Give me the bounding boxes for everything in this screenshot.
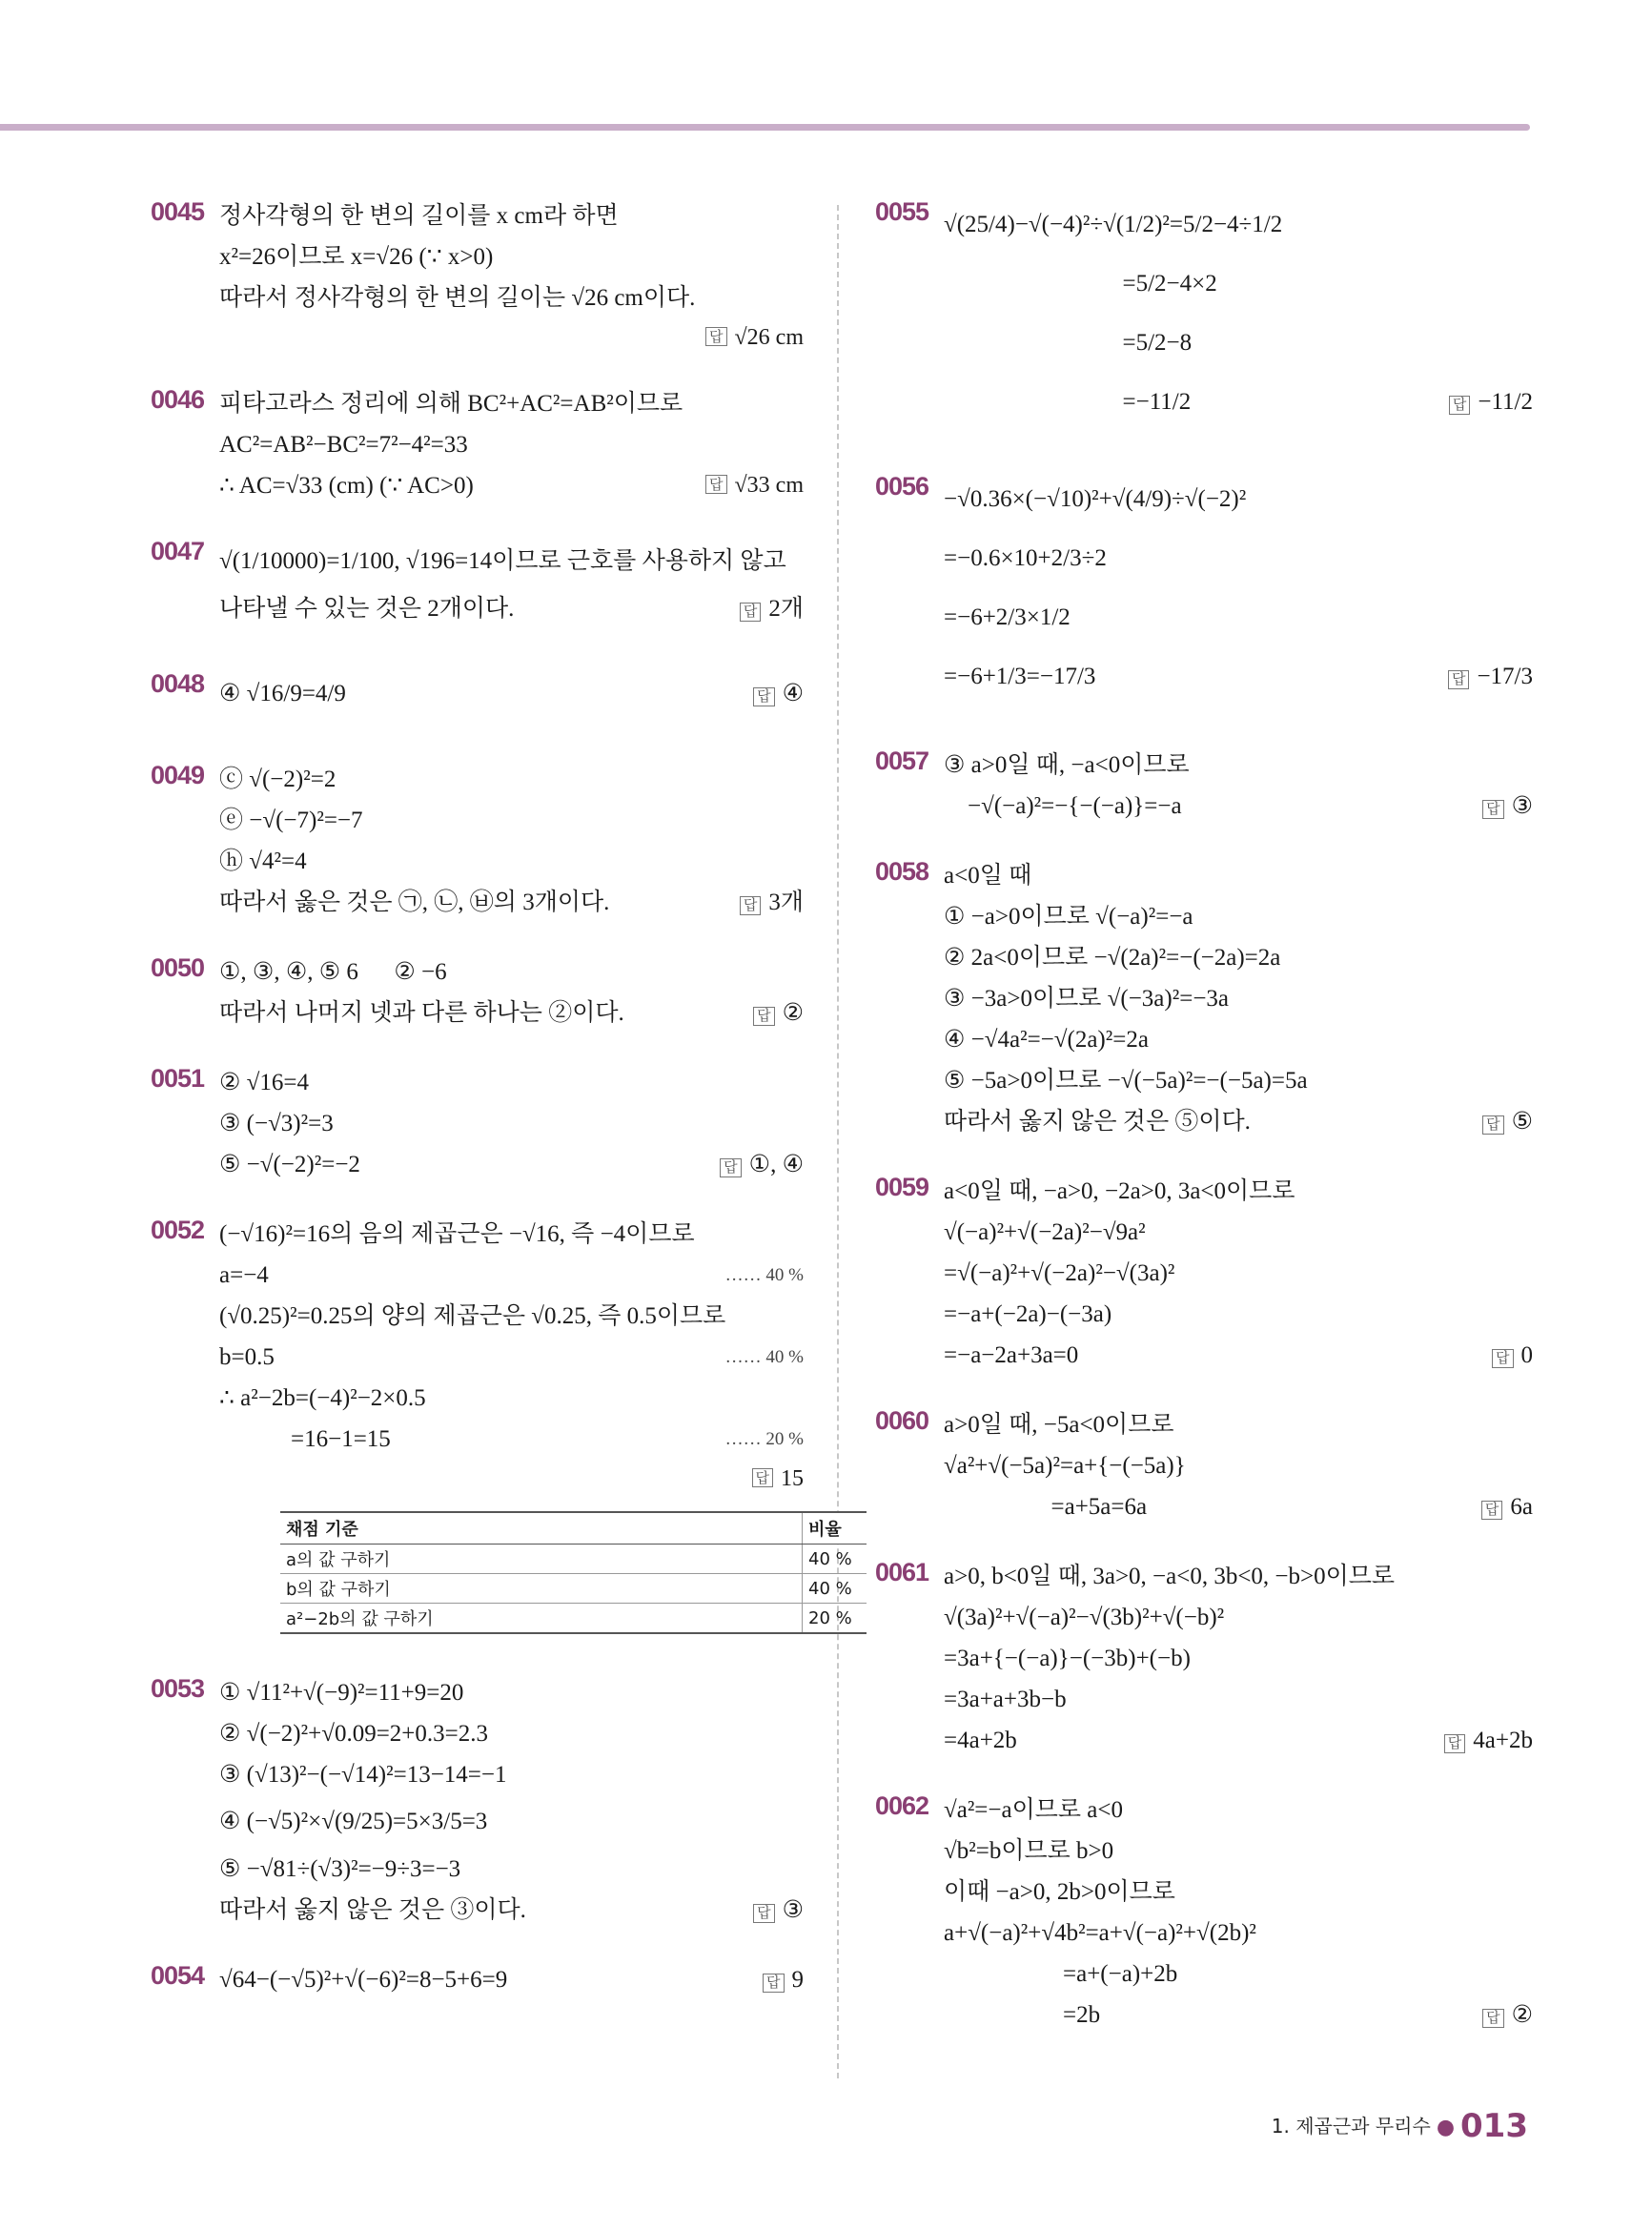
solution-line: ④ −√4a²=−√(2a)²=2a [944,1027,1149,1053]
answer: 답 4a+2b [1444,1720,1533,1761]
problem-0059 [875,1171,1533,1376]
answer: 답 ② [753,992,804,1033]
solution-line: ∴ a²−2b=(−4)²−2×0.5 [219,1385,426,1411]
solution-line: √(25/4)−√(−4)²÷√(1/2)²=5/2−4÷1/2 [944,212,1283,237]
solution-line: ③ a>0일 때, −a<0이므로 [944,752,1190,778]
problem-0060 [875,1404,1533,1527]
solution-line: =a+(−a)+2b [944,1961,1178,1987]
answer: 답 ④ [753,667,804,721]
problem-0047 [151,535,804,629]
answer: 답 −11/2 [1449,373,1533,432]
solution-line: ② √(−2)²+√0.09=2+0.3=2.3 [219,1721,488,1747]
answer: 답 15 [219,1460,804,1498]
solution-line: ④ (−√5)²×√(9/25)=5×3/5=3 [219,1809,488,1834]
solution-line: √a²+√(−5a)²=a+{−(−5a)} [944,1453,1186,1479]
solution-line: b=0.5 …… 40 % [219,1337,804,1378]
solution-line: √(1/10000)=1/100, √196=14이므로 근호를 사용하지 않고 [219,548,786,574]
left-column [151,195,852,2000]
answer: 답 6a [1481,1486,1533,1527]
solution-line: =−11/2 답 −11/2 [944,373,1533,432]
answer: 답 ③ [753,1890,804,1931]
solution-line: ⓔ −√(−7)²=−7 [219,808,363,833]
answer: 답 ③ [1482,786,1533,827]
solution-line: 피타고라스 정리에 의해 BC²+AC²=AB²이므로 [219,391,683,417]
solution-line: =√(−a)²+√(−2a)²−√(3a)² [944,1260,1175,1286]
problem-number: 0046 [151,385,205,414]
solution-line: =3a+a+3b−b [944,1687,1067,1712]
problem-0058 [875,855,1533,1142]
problem-0061 [875,1556,1533,1761]
problem-number: 0053 [151,1674,205,1703]
problem-0050 [151,951,804,1033]
answer: 답 ⑤ [1482,1101,1533,1142]
problem-0046 [151,383,804,506]
solution-line: (−√16)²=16의 음의 제곱근은 −√16, 즉 −4이므로 [219,1221,695,1247]
answer: 답 −17/3 [1448,647,1533,706]
problem-number: 0056 [875,472,929,501]
answer: 답 3개 [740,882,804,923]
table-row: a²−2b의 값 구하기 20 % [280,1604,867,1634]
solution-line: a=−4 …… 40 % [219,1255,804,1296]
problem-0051 [151,1062,804,1185]
problem-0053 [151,1672,804,1931]
answer: 답 √33 cm [705,465,804,506]
solution-line: =5/2−8 [944,330,1193,356]
table-header: 채점 기준 [280,1512,803,1545]
solution-line: =5/2−4×2 [944,271,1217,297]
solution-line: ④ √16/9=4/9 답 ④ [219,667,804,721]
solution-line: √b²=b이므로 b>0 [944,1838,1114,1864]
solution-line: ⓒ √(−2)²=2 [219,767,337,792]
solution-line: =4a+2b 답 4a+2b [944,1720,1533,1761]
solution-line: 따라서 옳지 않은 것은 ⑤이다. 답 ⑤ [944,1101,1533,1142]
problem-number: 0061 [875,1558,929,1586]
chapter-title: 1. 제곱근과 무리수 [1271,2115,1431,2138]
answer-value: √26 cm [734,325,804,350]
solution-line: =16−1=15 …… 20 % [219,1419,804,1460]
solution-line: a+√(−a)²+√4b²=a+√(−a)²+√(2b)² [944,1920,1256,1946]
solution-line: =2b 답 ② [944,1995,1533,2036]
answer: 답 ② [1482,1995,1533,2036]
solution-line: =−0.6×10+2/3÷2 [944,545,1107,571]
problem-0055 [875,195,1533,432]
problem-number: 0047 [151,537,205,565]
solution-line: ① −a>0이므로 √(−a)²=−a [944,904,1193,930]
problem-number: 0048 [151,669,205,698]
problem-number: 0049 [151,761,205,789]
right-column [875,195,1533,2036]
answer: 답 ①, ④ [720,1144,804,1185]
solution-line: √64−(−√5)²+√(−6)²=8−5+6=9 답 9 [219,1959,804,2000]
solution-line: a<0일 때 [944,863,1032,889]
score-note: …… 40 % [724,1265,804,1285]
problem-0052 [151,1214,852,1634]
solution-line: a>0일 때, −5a<0이므로 [944,1412,1174,1438]
solution-line: √(−a)²+√(−2a)²−√9a² [944,1219,1146,1245]
solution-line: =3a+{−(−a)}−(−3b)+(−b) [944,1646,1191,1671]
problem-number: 0059 [875,1173,929,1201]
grading-criteria-table [280,1511,867,1634]
solution-line: x²=26이므로 x=√26 (∵ x>0) [219,244,494,270]
solution-line: ③ −3a>0이므로 √(−3a)²=−3a [944,986,1230,1012]
solution-line: 정사각형의 한 변의 길이를 x cm라 하면 [219,203,619,229]
solution-line: (√0.25)²=0.25의 양의 제곱근은 √0.25, 즉 0.5이므로 [219,1303,726,1329]
solution-line: 따라서 옳지 않은 것은 ③이다. 답 ③ [219,1890,804,1931]
top-accent-bar [0,124,1530,131]
problem-number: 0050 [151,953,205,982]
bullet-icon: ● [1436,2116,1456,2139]
problem-number: 0045 [151,197,205,226]
solution-line: 따라서 옳은 것은 ㉠, ㉡, ㉥의 3개이다. 답 3개 [219,882,804,923]
solution-line: −√(−a)²=−{−(−a)}=−a 답 ③ [944,786,1533,827]
solution-line: √(3a)²+√(−a)²−√(3b)²+√(−b)² [944,1605,1225,1630]
answer: 답 0 [1492,1335,1533,1376]
solution-line: ③ (√13)²−(−√14)²=13−14=−1 [219,1762,507,1788]
solution-line: −√0.36×(−√10)²+√(4/9)÷√(−2)² [944,486,1247,512]
table-header: 비율 [803,1512,867,1545]
problem-0049 [151,759,804,923]
problem-0054 [151,1959,804,2000]
solution-line: a<0일 때, −a>0, −2a>0, 3a<0이므로 [944,1178,1295,1204]
answer-mark: 답 [705,327,727,346]
answer [219,318,804,357]
solution-line: =−6+2/3×1/2 [944,604,1071,630]
answer: 답 9 [763,1959,804,2000]
solution-line: a>0, b<0일 때, 3a>0, −a<0, 3b<0, −b>0이므로 [944,1564,1396,1589]
solution-line: =−6+1/3=−17/3 답 −17/3 [944,647,1533,706]
problem-number: 0060 [875,1406,929,1435]
solution-line: ⑤ −√(−2)²=−2 답 ①, ④ [219,1144,804,1185]
problem-0062 [875,1790,1533,2036]
table-row: a의 값 구하기 40 % [280,1545,867,1574]
page-number: 013 [1460,2107,1528,2145]
solution-line: ①, ③, ④, ⑤ 6 ② −6 [219,959,447,985]
solution-line: 나타낼 수 있는 것은 2개이다. 답 2개 [219,588,804,629]
score-note: …… 40 % [724,1347,804,1367]
problem-number: 0051 [151,1064,205,1093]
solution-line: ③ (−√3)²=3 [219,1111,334,1136]
solution-line: ② 2a<0이므로 −√(2a)²=−(−2a)=2a [944,945,1281,971]
problem-number: 0057 [875,747,929,775]
solution-line: =−a−2a+3a=0 답 0 [944,1335,1533,1376]
problem-0056 [875,470,1533,706]
problem-0057 [875,745,1533,827]
solution-line: ⑤ −√81÷(√3)²=−9÷3=−3 [219,1856,461,1882]
problem-number: 0058 [875,857,929,886]
problem-number: 0055 [875,197,929,226]
table-row: b의 값 구하기 40 % [280,1574,867,1604]
solution-line: √a²=−a이므로 a<0 [944,1797,1124,1823]
score-note: …… 20 % [724,1429,804,1449]
answer: 답 2개 [740,588,804,629]
solution-line: 따라서 정사각형의 한 변의 길이는 √26 cm이다. [219,285,696,311]
solution-line: ① √11²+√(−9)²=11+9=20 [219,1680,464,1706]
solution-line: =−a+(−2a)−(−3a) [944,1301,1112,1327]
solution-line: AC²=AB²−BC²=7²−4²=33 [219,432,468,458]
problem-number: 0052 [151,1216,205,1244]
problem-0048 [151,667,804,721]
solution-line: ⓗ √4²=4 [219,849,307,874]
solution-line: ⑤ −5a>0이므로 −√(−5a)²=−(−5a)=5a [944,1068,1308,1094]
problem-0045 [151,195,804,357]
solution-line: 따라서 나머지 넷과 다른 하나는 ②이다. 답 ② [219,992,804,1033]
solution-line: =a+5a=6a 답 6a [944,1486,1533,1527]
column-divider [837,205,839,2078]
solution-line: ② √16=4 [219,1070,309,1095]
solution-line: 이때 −a>0, 2b>0이므로 [944,1879,1175,1905]
problem-number: 0054 [151,1961,205,1990]
page-footer [1272,2107,1528,2145]
problem-number: 0062 [875,1791,929,1820]
solution-line: ∴ AC=√33 (cm) (∵ AC>0) 답 √33 cm [219,465,804,506]
